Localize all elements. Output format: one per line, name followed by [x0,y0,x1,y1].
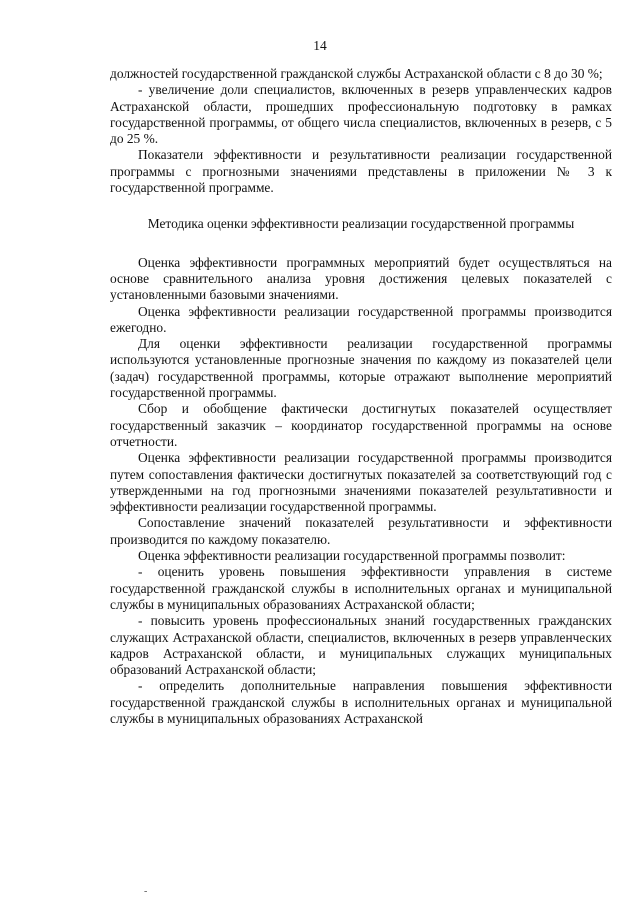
paragraph-list-item: - оценить уровень повышения эффективности управления в системе государственной гражданской службы в исполнительных органах и муниципальной службы в муниципальных образованиях Астраханской области; [110,564,612,612]
paragraph: Оценка эффективности реализации государственной программы производится ежегодно. [110,303,612,335]
paragraph: Сопоставление значений показателей результативности и эффективности производится по каждому показателю. [110,515,612,547]
page-body [110,66,612,727]
paragraph: Оценка эффективности программных мероприятий будет осуществляться на основе сравнительного анализа уровня достижения целевых показателей с установленными базовыми значениями. [110,254,612,303]
paragraph: Сбор и обобщение фактически достигнутых показателей осуществляет государственный заказчик – координатор государственной программы на основе отчетности. [110,401,612,449]
paragraph: Оценка эффективности реализации государственной программы позволит: [138,548,566,564]
stray-mark: - [144,886,148,897]
section-heading: Методика оценки эффективности реализации государственной программы [147,216,575,232]
paragraph-list-item: - увеличение доли специалистов, включенных в резерв управленческих кадров Астраханской области, прошедших профессиональную подготовку в рамках государственной программы, от общего числа специалистов, включенных в резерв, с 5 до 25 %. [110,82,612,147]
paragraph-continuation: должностей государственной гражданской службы Астраханской области с 8 до 30 %; [110,66,603,81]
paragraph-list-item: - повысить уровень профессиональных знаний государственных гражданских служащих Астраханской области, специалистов, включенных в резерв управленческих кадров Астраханской области, и муниципальных служащих муниципальных образований Астраханской области; [110,613,612,678]
paragraph-list-item: - определить дополнительные направления повышения эффективности государственной гражданской службы в исполнительных органах и муниципальной службы в муниципальных образованиях Астраханской [110,678,612,726]
paragraph: Показатели эффективности и результативности реализации государственной программы с прогнозными значениями представлены в приложении № 3 к государственной программе. [110,147,612,196]
paragraph: Для оценки эффективности реализации государственной программы используются установленные прогнозные значения по каждому из показателей цели (задач) государственной программы, которые отражают выполнение мероприятий государственной программы. [110,336,612,401]
page-number: 14 [313,38,327,53]
paragraph: Оценка эффективности реализации государственной программы производится путем сопоставления фактически достигнутых показателей за соответствующий год с утвержденными на год прогнозными значениями показателей результативности и эффективности реализации государственной программы. [110,450,612,515]
